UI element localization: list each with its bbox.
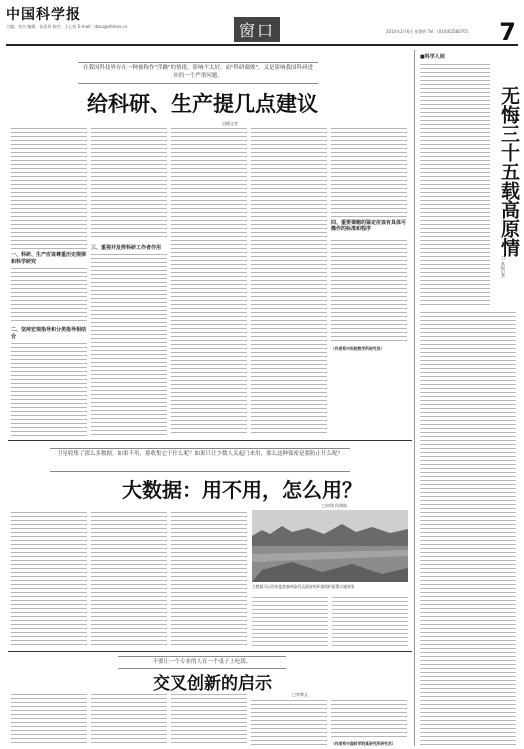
article3-headline: 交叉创新的启示: [153, 674, 272, 694]
newspaper-masthead: 中国科学报: [6, 7, 81, 23]
deforestation-photo: [252, 510, 408, 582]
article3-deck: 不要让一个专业的人在一个桌子上吃饭。: [152, 659, 252, 665]
article2-bottom-rule: [8, 651, 412, 652]
article1-subhead-1: 一、科研、生产应该尊重历史规律和科学研究: [11, 252, 87, 265]
sidebar-byline: □ 本报记者: [501, 255, 506, 278]
article1-column-3: [171, 128, 247, 436]
sidebar-column-2: [420, 312, 516, 746]
masthead-info: 主编：刘杰 编辑：张思玮 校对：王心怡 E-mail：dzxu@stimes.cn: [6, 24, 128, 29]
sidebar-headline: 无悔三十五载高原情: [498, 86, 520, 257]
article2-column-5: [332, 597, 408, 646]
article1-subhead-3: 三、重视并发挥科研工作者作用: [91, 245, 162, 251]
article2-column-4: [252, 597, 328, 646]
article1-column-1-mid: [11, 268, 87, 324]
article1-column-2-top: [91, 128, 167, 240]
article1-deck-frame: [78, 62, 318, 84]
article3-column-2: [91, 694, 167, 746]
article1-subhead-2: 二、坚持宏观指导和分类指导相结合: [11, 327, 87, 340]
article1-deck: 在我国科技界存在一种被称作"浮躁"的情绪，影响不太好。而"科研腐败"，又是影响我国科研进步的一个严重问题。: [82, 65, 314, 79]
section-label: 窗口: [234, 17, 280, 42]
article1-bottom-rule: [8, 440, 412, 441]
article2-column-1: [11, 512, 87, 646]
masthead-rule: [6, 44, 518, 46]
article1-column-1-top: [11, 128, 87, 250]
article1-column-1-bottom: [11, 343, 87, 436]
article3-column-4: [251, 700, 327, 746]
article2-deck: 卫星收集了那么多数据，如果不用，那收集它干什么呢？如果只让少数人关起门来用，那么这种保密是要防止什么呢？: [56, 451, 343, 457]
article1-headline: 给科研、生产提几点建议: [87, 91, 318, 116]
page-number: 7: [499, 18, 516, 46]
article3-column-5: [331, 700, 407, 740]
article1-author-note: （作者系中科院数学所研究员）: [331, 346, 385, 351]
sidebar-divider: [414, 50, 415, 746]
article1-byline: 田德文者: [222, 121, 238, 126]
article1-column-2-bottom: [91, 254, 167, 436]
photo-caption: 大数据可以用来监控森林砍伐及政府的环境保护政策实施效果: [252, 584, 355, 589]
article3-column-3: [171, 694, 247, 746]
article3-author-note: （作者系中国科学院某研究所研究员）: [331, 741, 396, 746]
sidebar-column-label: ■科学人间: [420, 54, 445, 60]
article2-headline: 大数据：用不用，怎么用？: [122, 478, 362, 502]
article1-column-5-bottom: [331, 240, 407, 344]
article2-column-3: [171, 512, 247, 646]
article1-column-4: [251, 128, 327, 436]
article3-byline: □李博文: [292, 692, 308, 697]
article3-deck-frame: [118, 656, 286, 669]
page-date: 2014年2月6日 星期四 Tel：(010)62580701: [386, 29, 469, 34]
sidebar-column-1: [420, 64, 490, 306]
article2-byline: □何翔 何满航: [322, 503, 348, 508]
article1-subhead-4: 四、重要课题的鉴定应该有具体可操作的标准和程序: [331, 220, 407, 232]
article1-column-5-top: [331, 128, 407, 218]
article2-column-2: [91, 512, 167, 646]
article2-deck-frame: [50, 448, 350, 472]
article3-column-1: [11, 694, 87, 746]
